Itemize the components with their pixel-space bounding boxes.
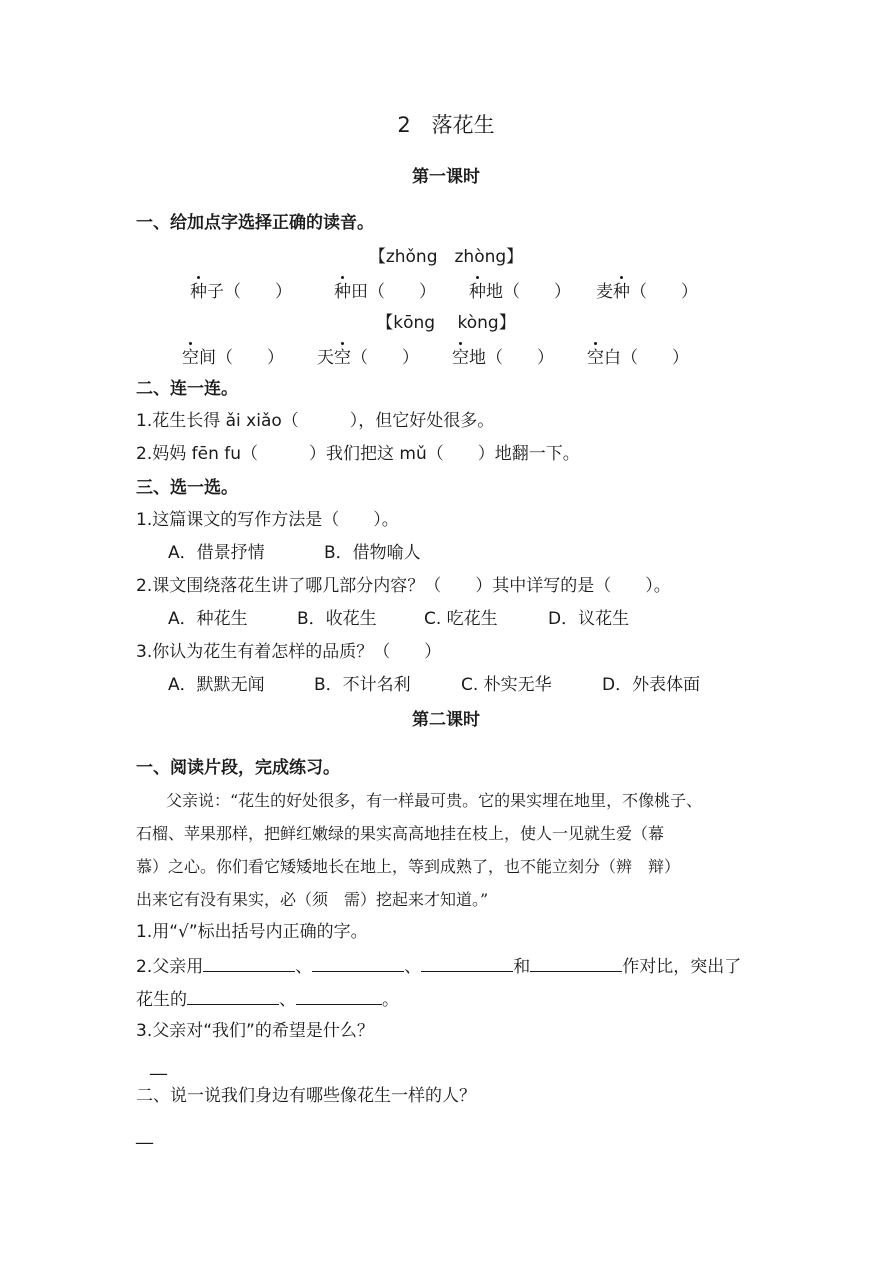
answer-blank[interactable] — [203, 954, 295, 972]
word-item: 种地（ ） — [469, 282, 571, 302]
option-b: B．借物喻人 — [324, 543, 421, 563]
pinyin-options-zhong: 【zhǒng zhòng】 — [368, 247, 524, 267]
word-item: 天空（ ） — [317, 348, 419, 368]
word-item: 空间（ ） — [182, 348, 284, 368]
passage-line-2: 石榴、苹果那样，把鲜红嫩绿的果实高高地挂在枝上，使人一见就生爱（幕 — [136, 824, 665, 843]
reading-heading: 一、阅读片段，完成练习。 — [136, 758, 340, 778]
discussion-question: 二、说一说我们身边有哪些像花生一样的人？ — [136, 1086, 476, 1106]
answer-line[interactable]: __ — [150, 1056, 167, 1076]
answer-blank[interactable] — [421, 954, 513, 972]
word-item: 种田（ ） — [334, 282, 436, 302]
option-c: C. 吃花生 — [424, 609, 498, 629]
section1-heading: 一、给加点字选择正确的读音。 — [136, 213, 374, 233]
passage-line-3: 慕）之心。你们看它矮矮地长在地上，等到成熟了，也不能立刻分（辨 辩） — [136, 857, 681, 876]
passage-line-1: 父亲说：“花生的好处很多，有一样最可贵。它的果实埋在地里，不像桃子、 — [166, 791, 703, 810]
option-a: A．默默无闻 — [168, 675, 265, 695]
choice-question-3: 3.你认为花生有着怎样的品质？（ ） — [136, 642, 442, 662]
answer-blank[interactable] — [296, 987, 382, 1005]
section2-heading: 二、连一连。 — [136, 379, 238, 399]
answer-blank[interactable] — [187, 987, 279, 1005]
answer-blank[interactable] — [312, 954, 404, 972]
reading-question-1: 1.用“√”标出括号内正确的字。 — [136, 922, 368, 942]
lesson-two-heading: 第二课时 — [412, 710, 480, 730]
page-title: 2 落花生 — [397, 113, 495, 137]
option-c: C. 朴实无华 — [461, 675, 552, 695]
section3-heading: 三、选一选。 — [136, 478, 238, 498]
option-a: A．种花生 — [168, 609, 248, 629]
choice-question-1: 1.这篇课文的写作方法是（ ）。 — [136, 510, 399, 530]
choice-question-2: 2.课文围绕落花生讲了哪几部分内容？（ ）其中详写的是（ ）。 — [136, 576, 671, 596]
connect-question-2: 2.妈妈 fēn fu（ ）我们把这 mǔ（ ）地翻一下。 — [136, 444, 580, 464]
passage-line-4: 出来它有没有果实，必（须 需）挖起来才知道。” — [136, 890, 489, 909]
option-a: A．借景抒情 — [168, 543, 265, 563]
option-b: B．不计名利 — [314, 675, 411, 695]
connect-question-1: 1.花生长得 ǎi xiǎo（ ），但它好处很多。 — [136, 411, 495, 431]
reading-question-2: 2.父亲用 、 、 和 作对比，突出了 — [136, 954, 741, 978]
pinyin-options-kong: 【kōng kòng】 — [376, 313, 516, 333]
lesson-one-heading: 第一课时 — [412, 167, 480, 187]
reading-question-3: 3.父亲对“我们”的希望是什么？ — [136, 1021, 374, 1041]
answer-line[interactable]: __ — [136, 1125, 153, 1145]
word-item: 空白（ ） — [587, 348, 689, 368]
answer-blank[interactable] — [530, 954, 622, 972]
option-d: D．议花生 — [548, 609, 630, 629]
option-d: D．外表体面 — [602, 675, 701, 695]
reading-question-2-cont: 花生的 、 。 — [136, 987, 399, 1011]
option-b: B．收花生 — [297, 609, 377, 629]
word-item: 种子（ ） — [190, 282, 292, 302]
word-item: 空地（ ） — [452, 348, 554, 368]
word-item: 麦种（ ） — [596, 282, 698, 302]
